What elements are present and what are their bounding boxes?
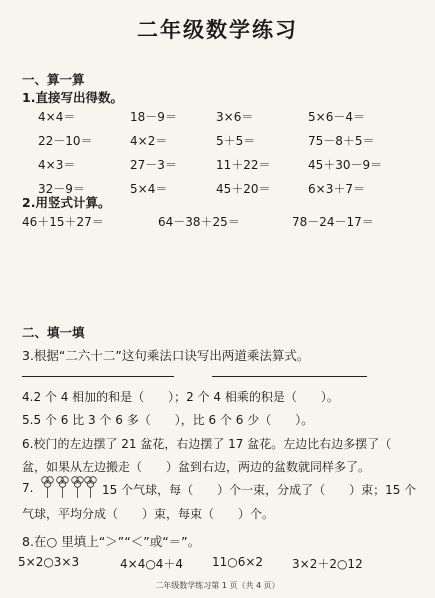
calc-item: 11＋22＝ [216,158,271,172]
answer-line-2[interactable] [212,376,367,377]
calc-item: 3×6＝ [216,110,254,124]
calc-item: 4×3＝ [38,158,76,172]
balloon-group-icon [72,477,84,498]
calc-item: 4×4＝ [38,110,76,124]
question-7-line-2: 气球，平均分成（ ）束，每束（ ）个。 [22,507,275,521]
balloons-icon [38,475,98,499]
calc-item: 5×4＝ [130,182,168,196]
question-6-line-1: 6.校门的左边摆了 21 盆花，右边摆了 17 盆花。左边比右边多摆了（ [22,437,392,451]
question-8-heading: 8.在○ 里填上“＞”“＜”或“＝”。 [22,534,201,549]
page-title: 二年级数学练习 [137,18,298,42]
calc-item: 45＋30－9＝ [308,158,383,172]
compare-item: 11○6×2 [212,555,264,569]
question-7-number: 7. [22,481,34,495]
calc-item: 75－8＋5＝ [308,134,375,148]
vertical-calc-item: 46＋15＋27＝ [22,215,104,229]
balloon-group-icon [42,477,54,498]
direct-calc-grid [38,108,428,199]
calc-item: 5×6－4＝ [308,110,365,124]
balloon-group-icon [85,477,97,498]
question-4: 4.2 个 4 相加的和是（ ）；2 个 4 相乘的积是（ ）。 [22,390,339,404]
calc-item: 45＋20＝ [216,182,271,196]
question-5: 5.5 个 6 比 3 个 6 多（ ），比 6 个 6 少（ ）。 [22,413,314,427]
calc-item: 32－9＝ [38,182,85,196]
balloon-group-icon [57,477,69,498]
section-heading-fill: 二、填一填 [22,325,85,340]
calc-item: 6×3＋7＝ [308,182,365,196]
section-heading-calc: 一、算一算 [22,72,85,87]
question-6-line-2: 盆，如果从左边搬走（ ）盆到右边，两边的盆数就同样多了。 [22,460,371,474]
answer-line-1[interactable] [22,376,174,377]
question-7-line-1: 15 个气球，每（ ）个一束，分成了（ ）束；15 个 [102,483,417,497]
vertical-calc-item: 64－38＋25＝ [158,215,240,229]
page-footer: 二年级数学练习第 1 页（共 4 页） [155,581,280,590]
compare-item: 5×2○3×3 [18,555,80,569]
compare-item: 4×4○4＋4 [120,557,184,571]
question-1-heading: 1.直接写出得数。 [22,90,123,105]
question-2-heading: 2.用竖式计算。 [22,195,111,210]
calc-item: 18－9＝ [130,110,177,124]
calc-item: 27－3＝ [130,158,177,172]
vertical-calc-item: 78－24－17＝ [292,215,374,229]
calc-item: 5＋5＝ [216,134,256,148]
calc-item: 22－10＝ [38,134,93,148]
calc-item: 4×2＝ [130,134,168,148]
compare-item: 3×2＋2○12 [292,557,363,571]
question-3: 3.根据“二六十二”这句乘法口诀写出两道乘法算式。 [22,348,310,363]
